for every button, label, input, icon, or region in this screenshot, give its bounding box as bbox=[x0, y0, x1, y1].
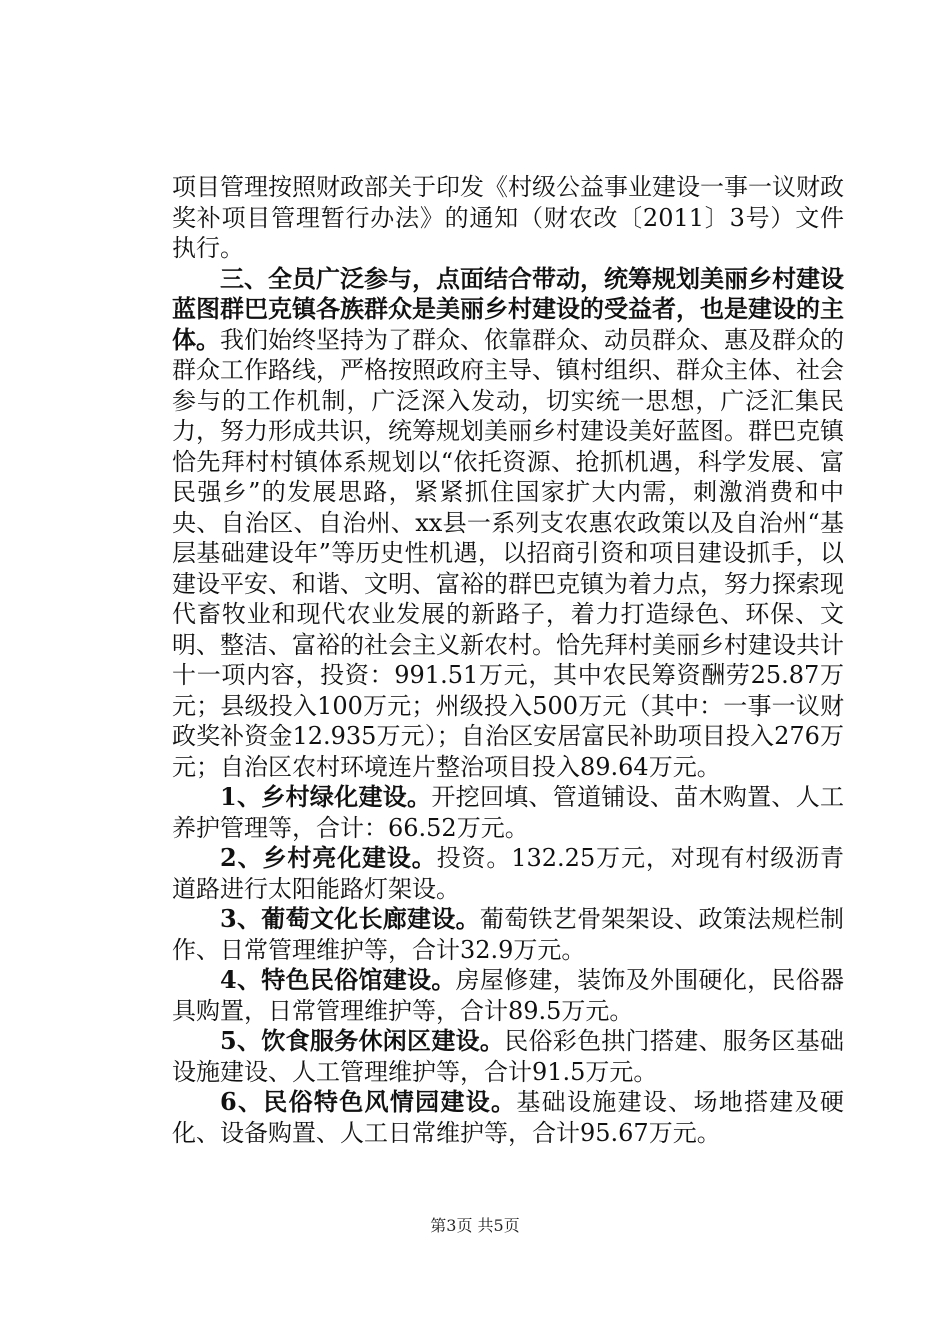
list-item-lighting bbox=[172, 843, 844, 904]
list-item-food-leisure-area bbox=[172, 1026, 844, 1087]
list-item-grape-corridor bbox=[172, 904, 844, 965]
item-heading: 2、乡村亮化建设。 bbox=[220, 843, 437, 872]
paragraph-section-three bbox=[172, 264, 844, 783]
list-item-folk-museum bbox=[172, 965, 844, 1026]
item-body: 开挖回填、管道铺设、苗木购置、人工养护管理等，合计：66.52万元。 bbox=[172, 783, 844, 842]
item-body: 葡萄铁艺骨架架设、政策法规栏制作、日常管理维护等，合计32.9万元。 bbox=[172, 905, 845, 964]
item-heading: 3、葡萄文化长廊建设。 bbox=[220, 904, 480, 933]
item-body: 投资。132.25万元，对现有村级沥青道路进行太阳能路灯架设。 bbox=[172, 844, 844, 903]
list-item-greening bbox=[172, 782, 844, 843]
paragraph-intro bbox=[172, 172, 844, 264]
item-heading: 6、民俗特色风情园建设。 bbox=[220, 1087, 517, 1116]
paragraph-body: 项目管理按照财政部关于印发《村级公益事业建设一事一议财政奖补项目管理暂行办法》的通知（财农改〔2011〕3号）文件执行。 bbox=[172, 173, 844, 262]
page-number-footer: 第3页 共5页 bbox=[430, 1216, 520, 1235]
paragraph-body: 我们始终坚持为了群众、依靠群众、动员群众、惠及群众的群众工作路线，严格按照政府主导、镇村组织、群众主体、社会参与的工作机制，广泛深入发动，切实统一思想，广泛汇集民力，努力形成共识，统筹规划美丽乡村建设美好蓝图。群巴克镇恰先拜村村镇体系规划以“依托资源、抢抓机遇，科学发展、富民强乡”的发展思路，紧紧抓住国家扩大内需，刺激消费和中央、自治区、自治州、xx县一系列支农惠农政策以及自治州“基层基础建设年”等历史性机遇，以招商引资和项目建设抓手，以建设平安、和谐、文明、富裕的群巴克镇为着力点，努力探索现代畜牧业和现代农业发展的新路子，着力打造绿色、环保、文明、整洁、富裕的社会主义新农村。恰先拜村美丽乡村建设共计十一项内容，投资：991.51万元，其中农民筹资酬劳25.87万元；县级投入100万元；州级投入500万元（其中：一事一议财政奖补资金12.935万元）；自治区安居富民补助项目投入276万元；自治区农村环境连片整治项目投入89.64万元。 bbox=[172, 325, 844, 781]
section-heading: 三、全员广泛参与，点面结合带动，统筹规划美丽乡村建设蓝图群巴克镇各族群众是美丽乡村建设的受益者，也是建设的主体。 bbox=[172, 263, 844, 354]
list-item-folk-garden bbox=[172, 1087, 844, 1148]
item-heading: 5、饮食服务休闲区建设。 bbox=[220, 1026, 505, 1055]
item-body: 房屋修建，装饰及外围硬化，民俗器具购置，日常管理维护等，合计89.5万元。 bbox=[172, 966, 845, 1025]
item-heading: 1、乡村绿化建设。 bbox=[220, 782, 432, 811]
item-body: 基础设施建设、场地搭建及硬化、设备购置、人工日常维护等，合计95.67万元。 bbox=[172, 1088, 845, 1147]
item-heading: 4、特色民俗馆建设。 bbox=[220, 965, 456, 994]
item-body: 民俗彩色拱门搭建、服务区基础设施建设、人工管理维护等，合计91.5万元。 bbox=[172, 1027, 844, 1086]
document-body bbox=[172, 172, 844, 1148]
